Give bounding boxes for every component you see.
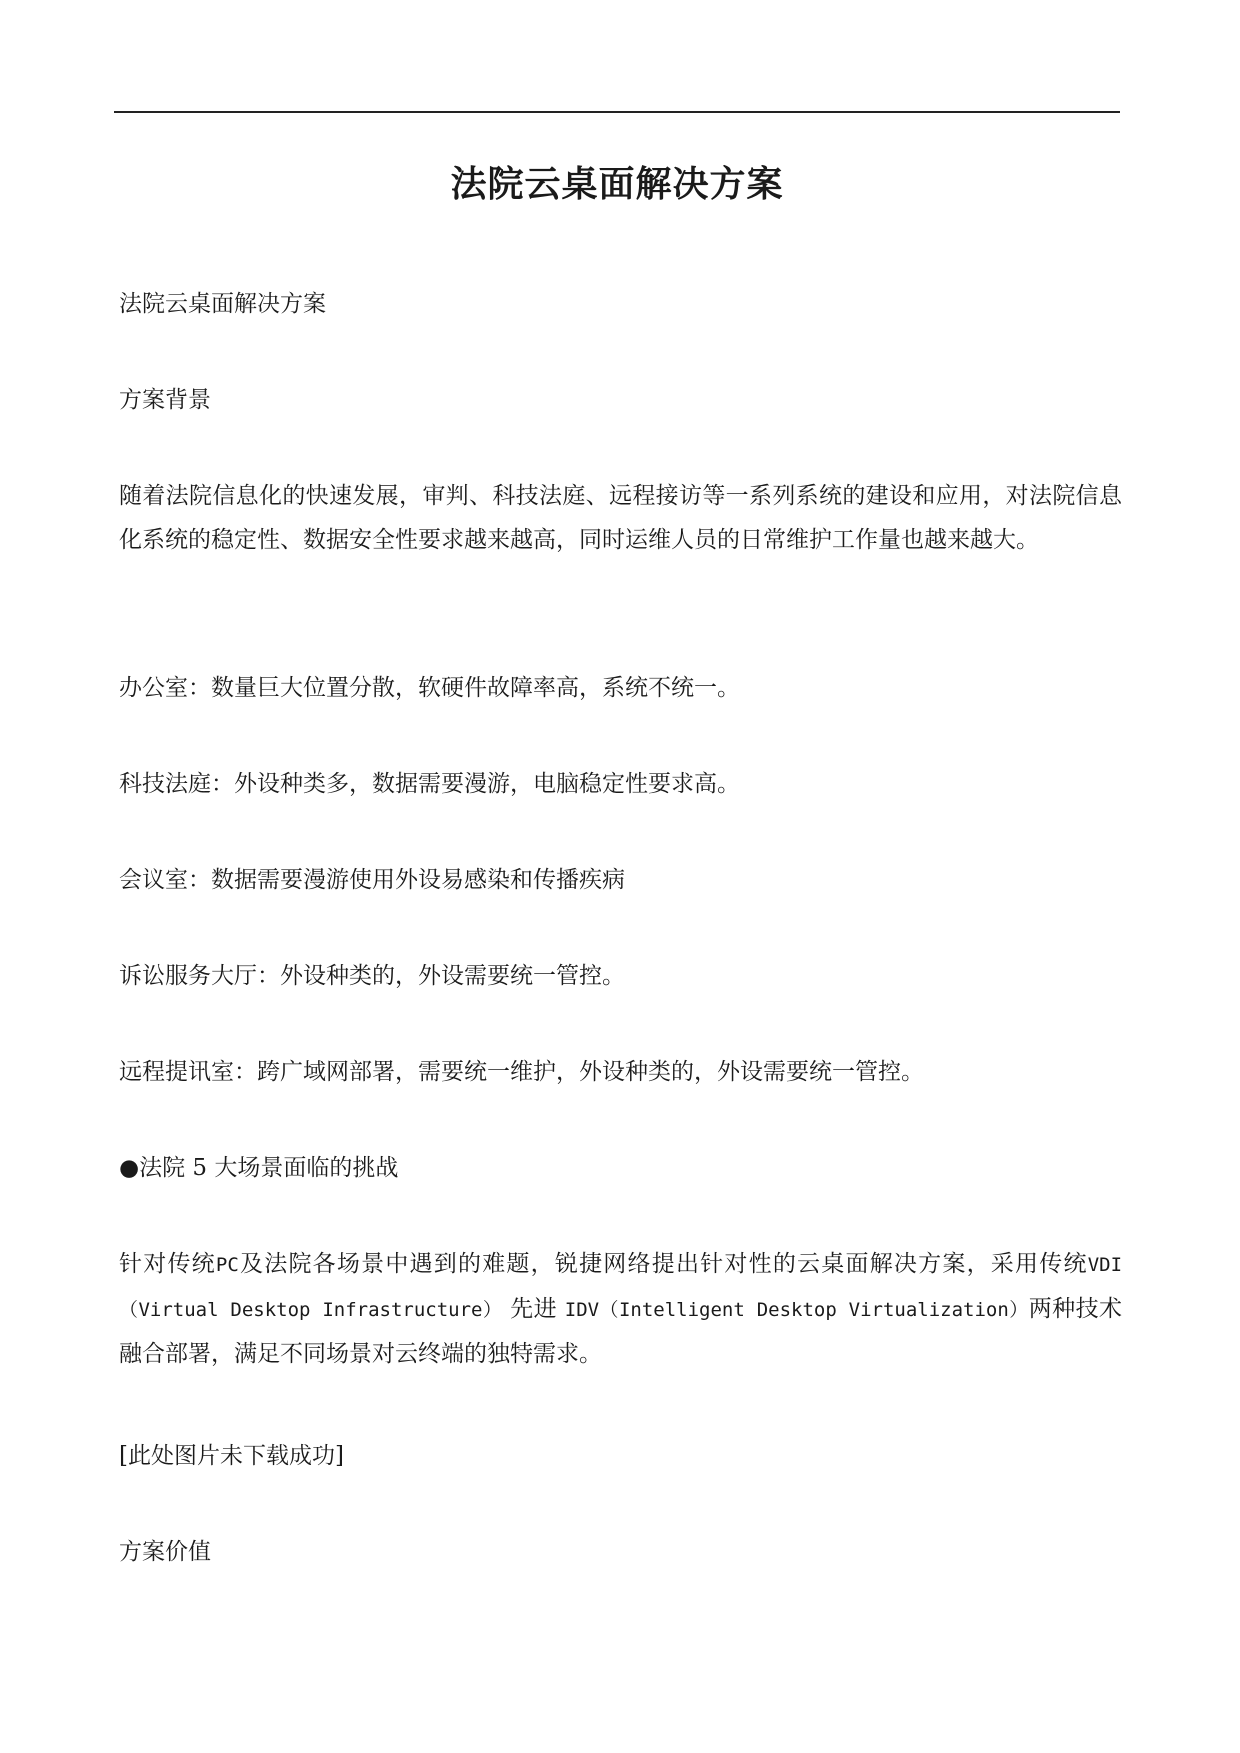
scenario-remote-room: 远程提讯室：跨广域网部署，需要统一维护，外设种类的，外设需要统一管控。 bbox=[119, 1059, 924, 1085]
solution-text-2: 及法院各场景中遇到的难题，锐捷网络提出针对性的云桌面解决方案，采用传统 bbox=[238, 1251, 1088, 1277]
subtitle: 法院云桌面解决方案 bbox=[119, 291, 326, 317]
scenario-tech-court: 科技法庭：外设种类多，数据需要漫游，电脑稳定性要求高。 bbox=[119, 771, 740, 797]
solution-idv-term: IDV（Intelligent Desktop Virtualization） bbox=[564, 1299, 1029, 1321]
image-placeholder: [此处图片未下载成功] bbox=[119, 1443, 344, 1469]
section-heading-background: 方案背景 bbox=[119, 387, 211, 413]
challenge-heading: ●法院 5 大场景面临的挑战 bbox=[119, 1155, 399, 1181]
scenario-service-hall: 诉讼服务大厅：外设种类的，外设需要统一管控。 bbox=[119, 963, 625, 989]
solution-text-4: 两种技术融合部署，满足不同场景对云终端的独特需求。 bbox=[119, 1296, 1123, 1367]
solution-pc-term: PC bbox=[215, 1254, 239, 1276]
solution-vdi-term: VDI（Virtual Desktop Infrastructure） bbox=[119, 1254, 1123, 1321]
intro-paragraph: 随着法院信息化的快速发展，审判、科技法庭、远程接访等一系列系统的建设和应用，对法院信息化系统的稳定性、数据安全性要求越来越高，同时运维人员的日常维护工作量也越来越大。 bbox=[119, 483, 1122, 553]
scenario-meeting-room: 会议室：数据需要漫游使用外设易感染和传播疾病 bbox=[119, 867, 625, 893]
solution-paragraph bbox=[119, 1242, 1122, 1376]
scenario-office: 办公室：数量巨大位置分散，软硬件故障率高，系统不统一。 bbox=[119, 675, 740, 701]
document-title: 法院云桌面解决方案 bbox=[450, 163, 784, 205]
solution-text-1: 针对传统 bbox=[119, 1251, 216, 1277]
solution-text-3: 先进 bbox=[502, 1296, 565, 1322]
section-heading-value: 方案价值 bbox=[119, 1539, 211, 1565]
header-rule bbox=[114, 111, 1120, 113]
